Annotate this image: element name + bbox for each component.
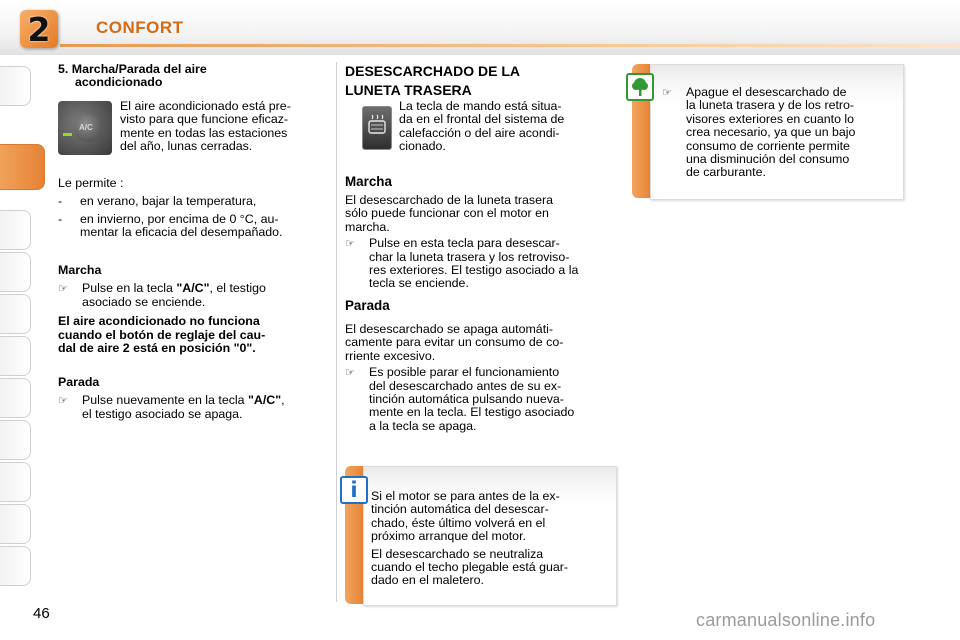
rear-defrost-icon: [363, 107, 391, 149]
chapter-tab-3[interactable]: [0, 210, 31, 250]
pointing-hand-icon: ☞: [345, 367, 355, 380]
eco-tree-icon: [626, 73, 654, 101]
ac-indicator-led: [63, 133, 72, 136]
header-rule: [60, 44, 960, 47]
chapter-tab-10[interactable]: [0, 504, 31, 544]
page-number: 46: [33, 605, 50, 622]
chapter-tab-8[interactable]: [0, 420, 31, 460]
eco-box-text: [662, 86, 896, 180]
defrost-parada-heading: Parada: [345, 298, 390, 313]
defrost-button-image: [362, 106, 392, 150]
chapter-tab-4[interactable]: [0, 252, 31, 292]
list-item: ☞ Pulse en la tecla "A/C", el testigo asociado se enciende.: [58, 281, 266, 309]
ac-marcha-heading: Marcha: [58, 263, 102, 277]
ac-intro-text: El aire acondicionado está pre- visto para que funcione eficaz- mente en todas las estaciones del año, lunas cerradas.: [120, 99, 291, 154]
chapter-tab-2-active[interactable]: [0, 144, 45, 190]
chapter-tab-11[interactable]: [0, 546, 31, 586]
defrost-parada-block: Parada El desescarchado se apaga automáti- camente para evitar un consumo de co- rriente excesivo. ☞ Es posible parar el funcionamiento del desescarchado antes de su ex- tinción automática pulsando nueva- mente en la tecla. El testigo asociado a la tecla se apaga.: [345, 298, 615, 433]
list-item: ☞ Es posible parar el funcionamiento del desescarchado antes de su ex- tinción automática pulsando nueva- mente en la tecla. El testigo asociado a la tecla se apaga.: [345, 365, 575, 433]
ac-parada-heading: Parada: [58, 375, 100, 389]
chapter-tab-6[interactable]: [0, 336, 31, 376]
ac-marcha-block: [58, 264, 326, 355]
chapter-tab-1[interactable]: [0, 66, 31, 106]
chapter-title: CONFORT: [96, 18, 184, 37]
defrost-marcha-block: Marcha El desescarchado de la luneta trasera sólo puede funcionar con el motor en marcha. ☞ Pulse en esta tecla para desescar- char la luneta trasera y los retroviso- res exteriores. El testigo asociado a la tecla se enciende.: [345, 174, 615, 291]
pointing-hand-icon: ☞: [58, 395, 68, 408]
defrost-intro-text: La tecla de mando está situa- da en el frontal del sistema de calefacción o del aire acondi- cionado.: [399, 99, 565, 154]
list-item: ☞ Pulse en esta tecla para desescar- char la luneta trasera y los retroviso- res exteriores. El testigo asociado a la tecla se enciende.: [345, 236, 579, 291]
ac-parada-block: [58, 376, 328, 421]
ac-permits-block: Le permite : - en verano, bajar la temperatura, - en invierno, por encima de 0 °C, au- mentar la eficacia del desempañado.: [58, 177, 328, 240]
ac-section-title: 5. Marcha/Parada del aire acondicionado: [58, 62, 207, 90]
pointing-hand-icon: ☞: [345, 238, 355, 251]
ac-button-image: [58, 101, 112, 155]
chapter-tab-7[interactable]: [0, 378, 31, 418]
chapter-tab-9[interactable]: [0, 462, 31, 502]
info-icon: i: [340, 476, 368, 504]
watermark: carmanualsonline.info: [696, 610, 876, 630]
list-item: ☞ Apague el desescarchado de la luneta trasera y de los retro- visores exteriores en cuanto lo crea necesario, ya que un bajo consumo de corriente permite una disminución del consumo de carburante.: [662, 85, 856, 180]
list-item: - en verano, bajar la temperatura,: [58, 194, 257, 209]
info-box-text: Si el motor se para antes de la ex- tinción automática del desescar- chado, éste último volverá en el próximo arranque del motor. El desescarchado se neutraliza cuando el techo plegable está guar- dado en el maletero.: [371, 489, 569, 588]
ac-icon-label: A/C: [79, 123, 93, 132]
list-item: ☞ Pulse nuevamente en la tecla "A/C", el testigo asociado se apaga.: [58, 393, 285, 421]
chapter-tab-5[interactable]: [0, 294, 31, 334]
list-item: - en invierno, por encima de 0 °C, au- mentar la eficacia del desempañado.: [58, 211, 283, 240]
pointing-hand-icon: ☞: [662, 87, 672, 99]
pointing-hand-icon: ☞: [58, 283, 68, 296]
column-divider: [336, 62, 337, 602]
chapter-number: 2: [27, 9, 51, 49]
chapter-badge: [20, 10, 58, 48]
ac-warning-text: El aire acondicionado no funciona cuando el botón de reglaje del cau- dal de aire 2 está en posición "0".: [58, 314, 266, 356]
defrost-title: DESESCARCHADO DE LA LUNETA TRASERA: [345, 63, 521, 98]
defrost-marcha-heading: Marcha: [345, 174, 392, 189]
